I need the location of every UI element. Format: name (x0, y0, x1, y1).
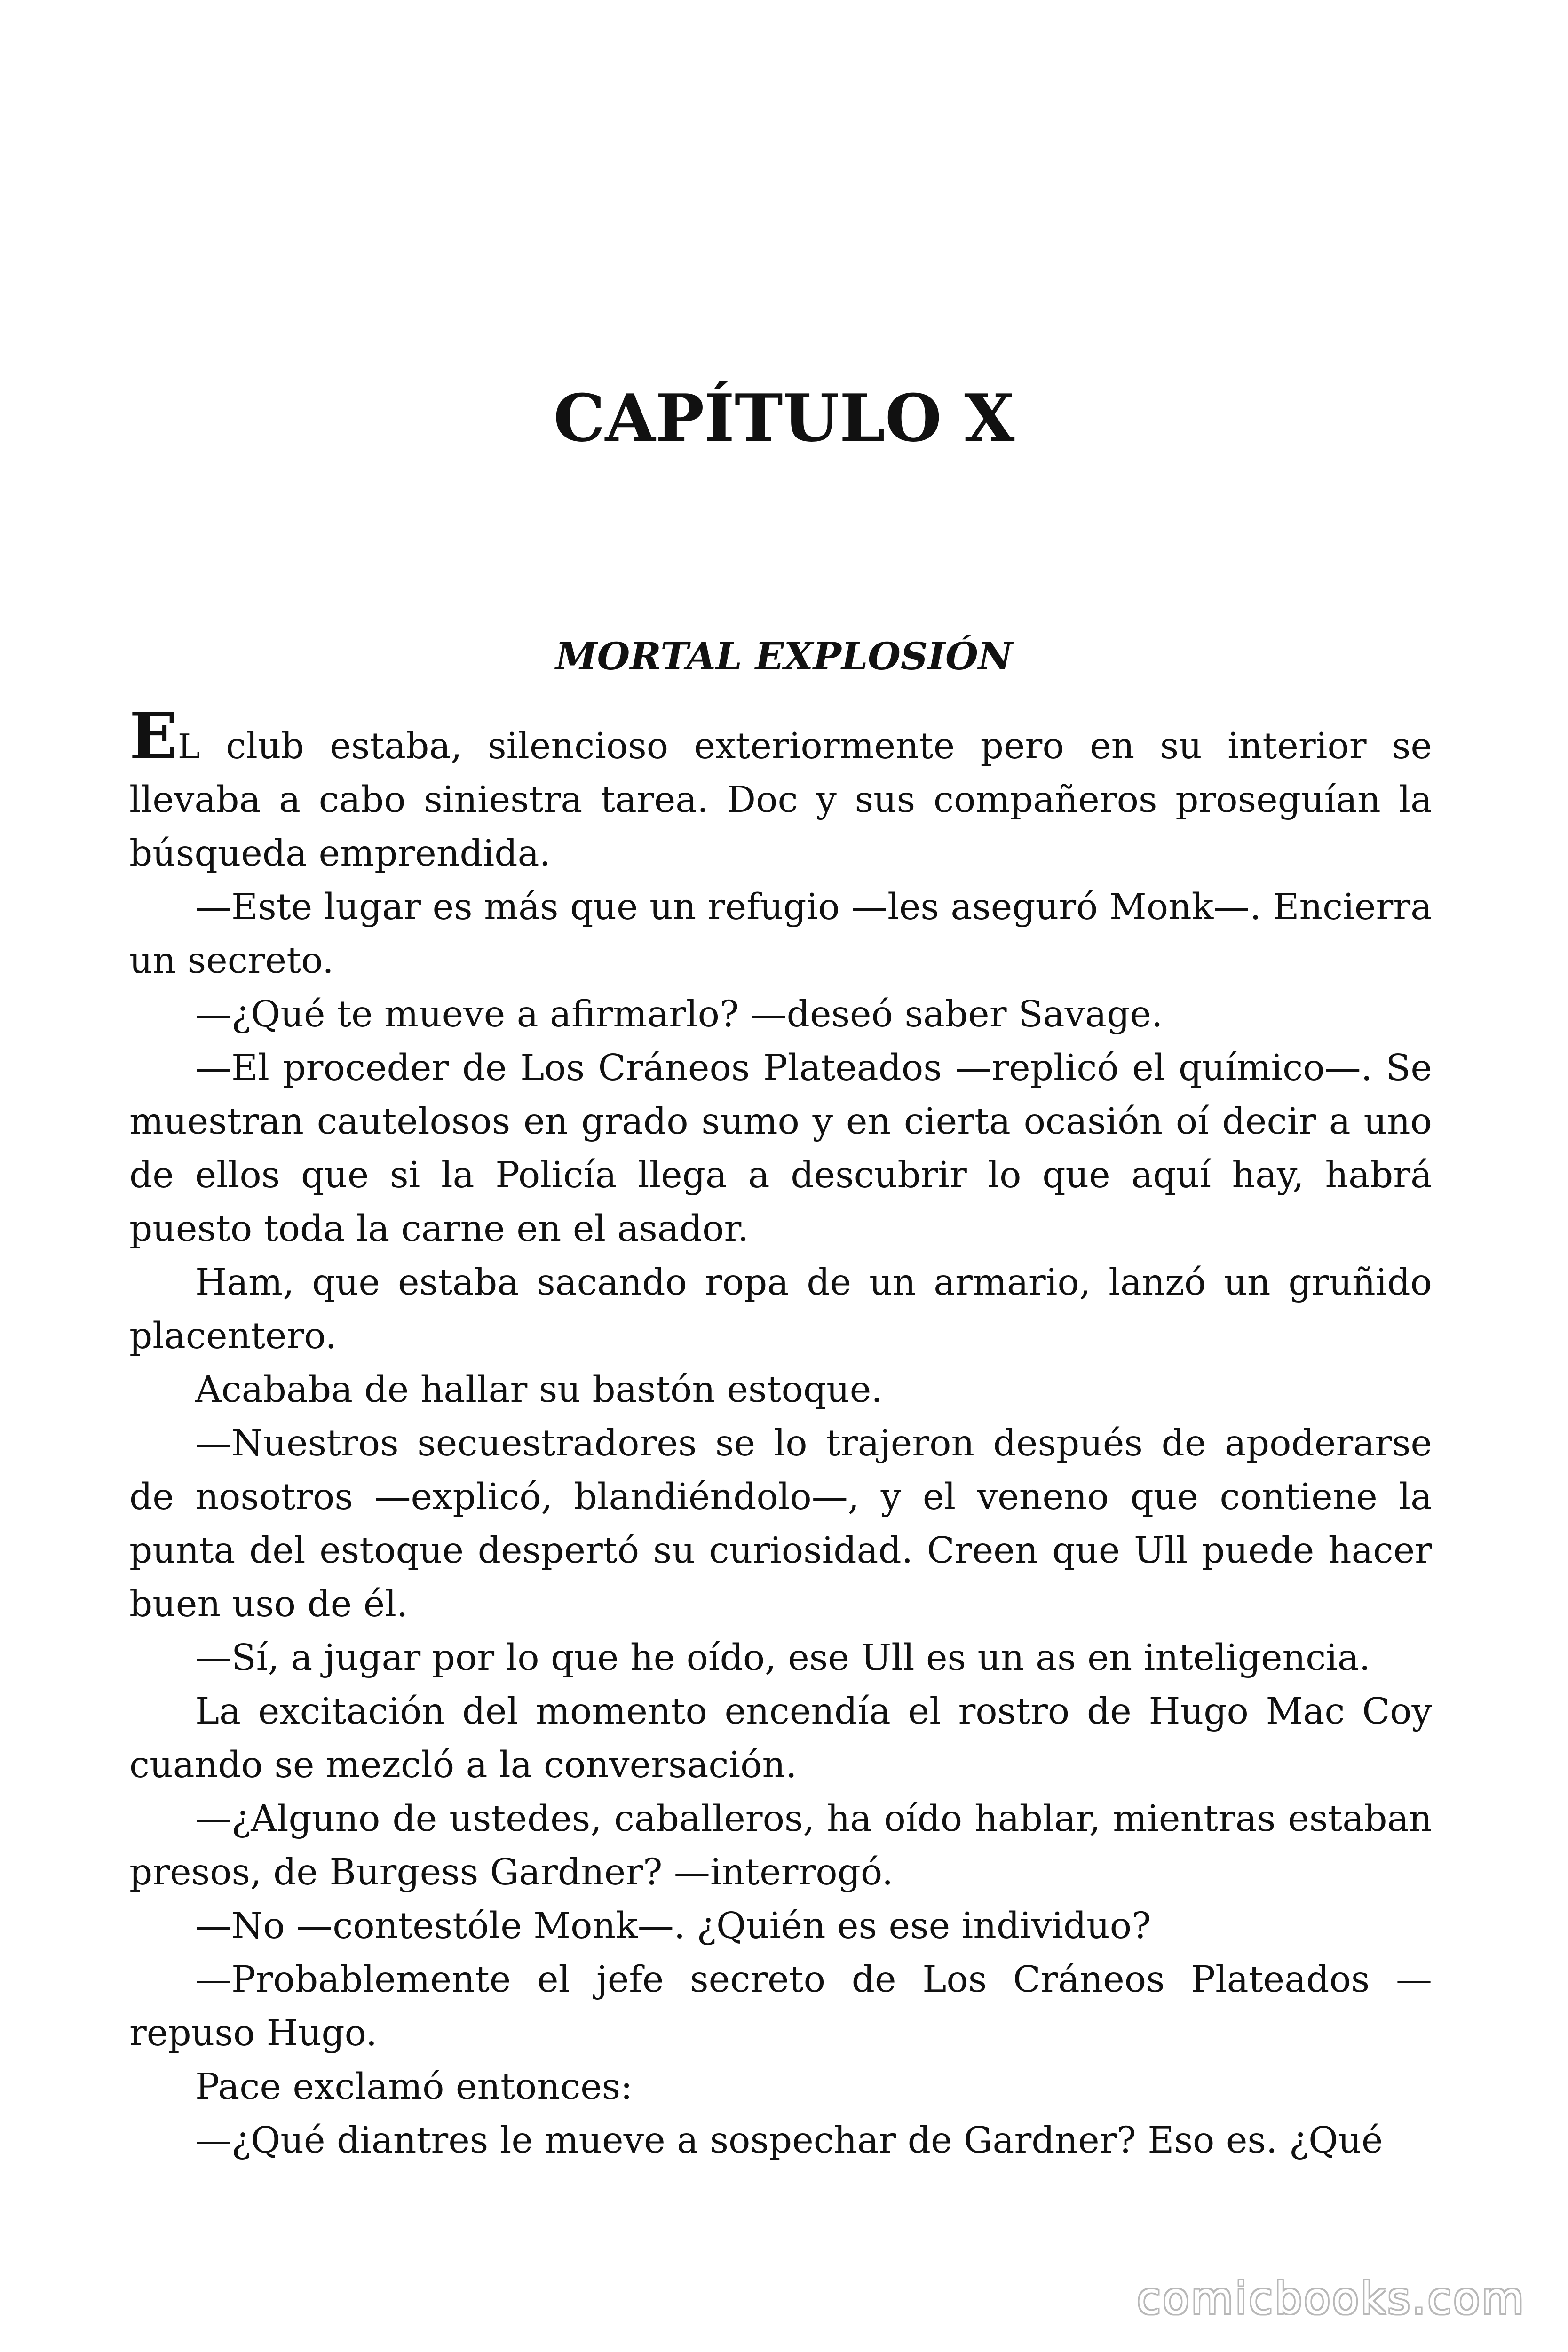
chapter-subtitle: MORTAL EXPLOSIÓN (555, 634, 1013, 678)
initial-rest: L (177, 727, 200, 766)
paragraph: —Nuestros secuestradores se lo trajeron después de apoderarse de nosotros —explicó, blandiéndolo—, y el veneno que contiene la punta del estoque despertó su curiosidad. Creen que Ull puede hacer buen uso de él. (129, 1422, 1432, 1625)
paragraph: —¿Qué diantres le mueve a sospechar de Gardner? Eso es. ¿Qué (195, 2120, 1383, 2161)
watermark: comicbooks.com (1137, 2273, 1526, 2324)
chapter-title: CAPÍTULO X (553, 380, 1015, 456)
paragraph: Pace exclamó entonces: (195, 2066, 633, 2108)
paragraph: —El proceder de Los Cráneos Plateados —replicó el químico—. Se muestran cautelosos en grado sumo y en cierta ocasión oí decir a uno de ellos que si la Policía llega a descubrir lo que aquí hay, habrá puesto toda la carne en el asador. (129, 1047, 1432, 1250)
paragraph: Ham, que estaba sacando ropa de un armario, lanzó un gruñido placentero. (129, 1262, 1432, 1357)
paragraph: —No —contestóle Monk—. ¿Quién es ese individuo? (195, 1905, 1151, 1947)
paragraph: —Este lugar es más que un refugio —les aseguró Monk—. Encierra un secreto. (129, 886, 1432, 982)
paragraph: Acababa de hallar su bastón estoque. (195, 1369, 883, 1411)
paragraph: —¿Qué te mueve a afirmarlo? —deseó saber Savage. (195, 993, 1163, 1035)
paragraph: —Probablemente el jefe secreto de Los Cráneos Plateados —repuso Hugo. (129, 1959, 1432, 2054)
paragraph-text: club estaba, silencioso exteriormente pero en su interior se llevaba a cabo siniestra tarea. Doc y sus compañeros proseguían la búsqueda emprendida. (129, 725, 1432, 874)
body-text (129, 699, 1432, 2168)
drop-initial: E (129, 699, 178, 773)
paragraph (129, 699, 1432, 881)
paragraph: —¿Alguno de ustedes, caballeros, ha oído hablar, mientras estaban presos, de Burgess Gardner? —interrogó. (129, 1798, 1432, 1893)
paragraph: La excitación del momento encendía el rostro de Hugo Mac Coy cuando se mezcló a la conversación. (129, 1691, 1432, 1786)
paragraph: —Sí, a jugar por lo que he oído, ese Ull es un as en inteligencia. (195, 1637, 1371, 1679)
